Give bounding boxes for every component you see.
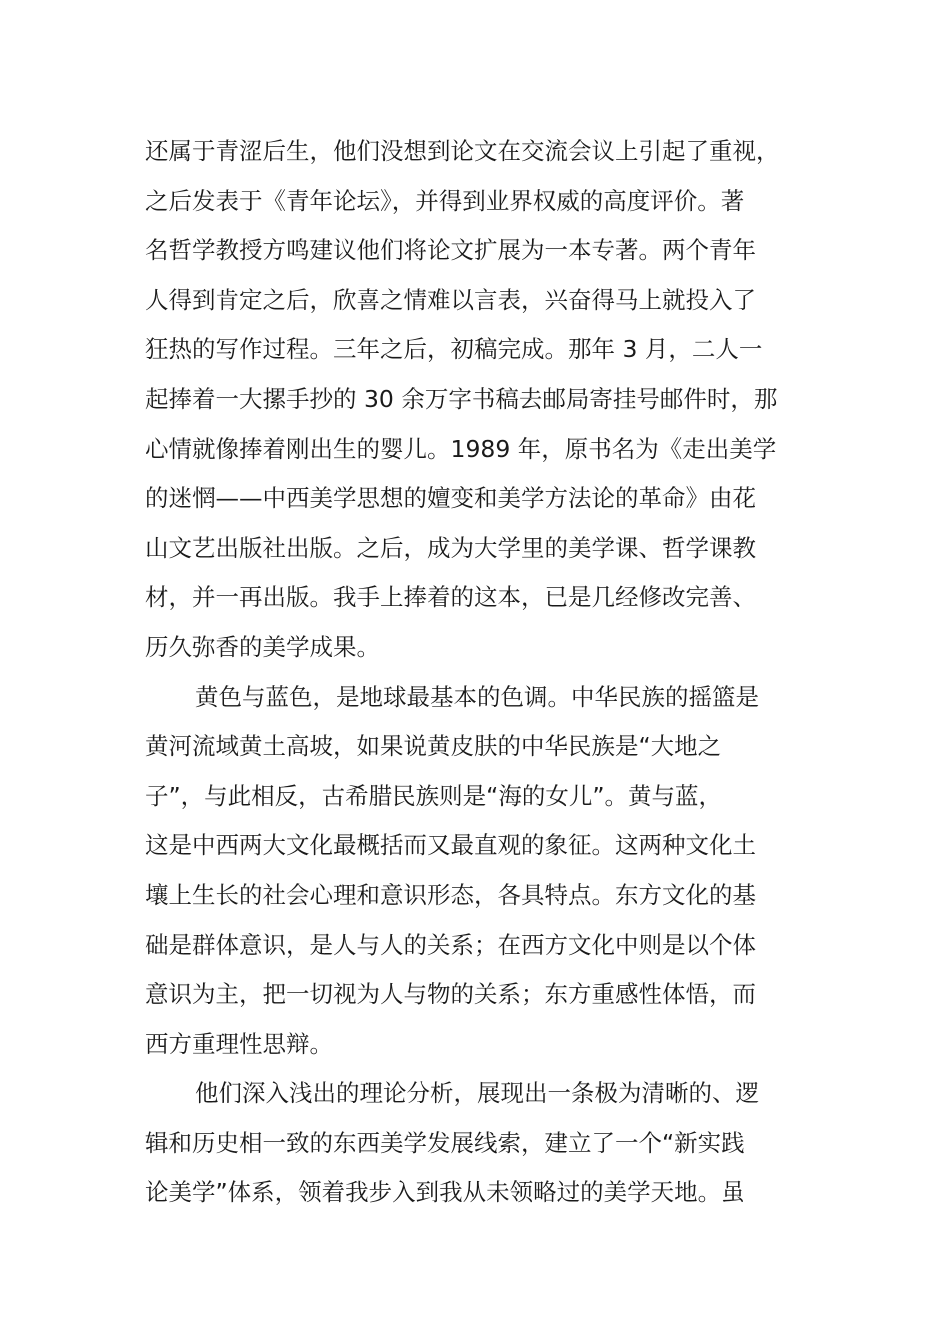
text-line: 这是中西两大文化最概括而又最直观的象征。这两种文化土 xyxy=(145,831,756,860)
text-line: 材，并一再出版。我手上捧着的这本，已是几经修改完善、 xyxy=(145,583,756,612)
text-line: 狂热的写作过程。三年之后，初稿完成。那年 3 月，二人一 xyxy=(145,335,763,364)
document-body xyxy=(145,127,810,1218)
paragraph-1 xyxy=(145,127,810,673)
text-line: 历久弥香的美学成果。 xyxy=(145,632,380,661)
text-line: 的迷惘——中西美学思想的嬗变和美学方法论的革命》由花 xyxy=(145,484,756,513)
text-line: 名哲学教授方鸣建议他们将论文扩展为一本专著。两个青年 xyxy=(145,236,756,265)
paragraph-3 xyxy=(145,1069,810,1218)
text-line: 壤上生长的社会心理和意识形态，各具特点。东方文化的基 xyxy=(145,880,756,909)
text-line: 还属于青涩后生，他们没想到论文在交流会议上引起了重视， xyxy=(145,137,780,165)
text-line: 辑和历史相一致的东西美学发展线索，建立了一个“新实践 xyxy=(145,1128,745,1157)
text-line: 论美学”体系，领着我步入到我从未领略过的美学天地。虽 xyxy=(145,1178,745,1207)
text-line: 他们深入浅出的理论分析，展现出一条极为清晰的、逻 xyxy=(195,1079,759,1108)
text-line: 心情就像捧着刚出生的婴儿。1989 年，原书名为《走出美学 xyxy=(145,434,777,463)
text-line: 黄河流域黄土高坡，如果说黄皮肤的中华民族是“大地之 xyxy=(145,732,722,761)
text-line: 子”，与此相反，古希腊民族则是“海的女儿”。黄与蓝， xyxy=(145,781,723,810)
text-line: 础是群体意识，是人与人的关系；在西方文化中则是以个体 xyxy=(145,930,756,959)
text-line: 之后发表于《青年论坛》，并得到业界权威的高度评价。著 xyxy=(145,186,745,215)
text-line: 起捧着一大摞手抄的 30 余万字书稿去邮局寄挂号邮件时，那 xyxy=(145,384,778,413)
text-line: 山文艺出版社出版。之后，成为大学里的美学课、哲学课教 xyxy=(145,533,756,562)
text-line: 西方重理性思辩。 xyxy=(145,1029,333,1058)
text-line: 人得到肯定之后，欣喜之情难以言表，兴奋得马上就投入了 xyxy=(145,285,756,314)
paragraph-2 xyxy=(145,673,810,1070)
text-line: 意识为主，把一切视为人与物的关系；东方重感性体悟，而 xyxy=(145,980,756,1009)
text-line: 黄色与蓝色，是地球最基本的色调。中华民族的摇篮是 xyxy=(195,682,759,711)
